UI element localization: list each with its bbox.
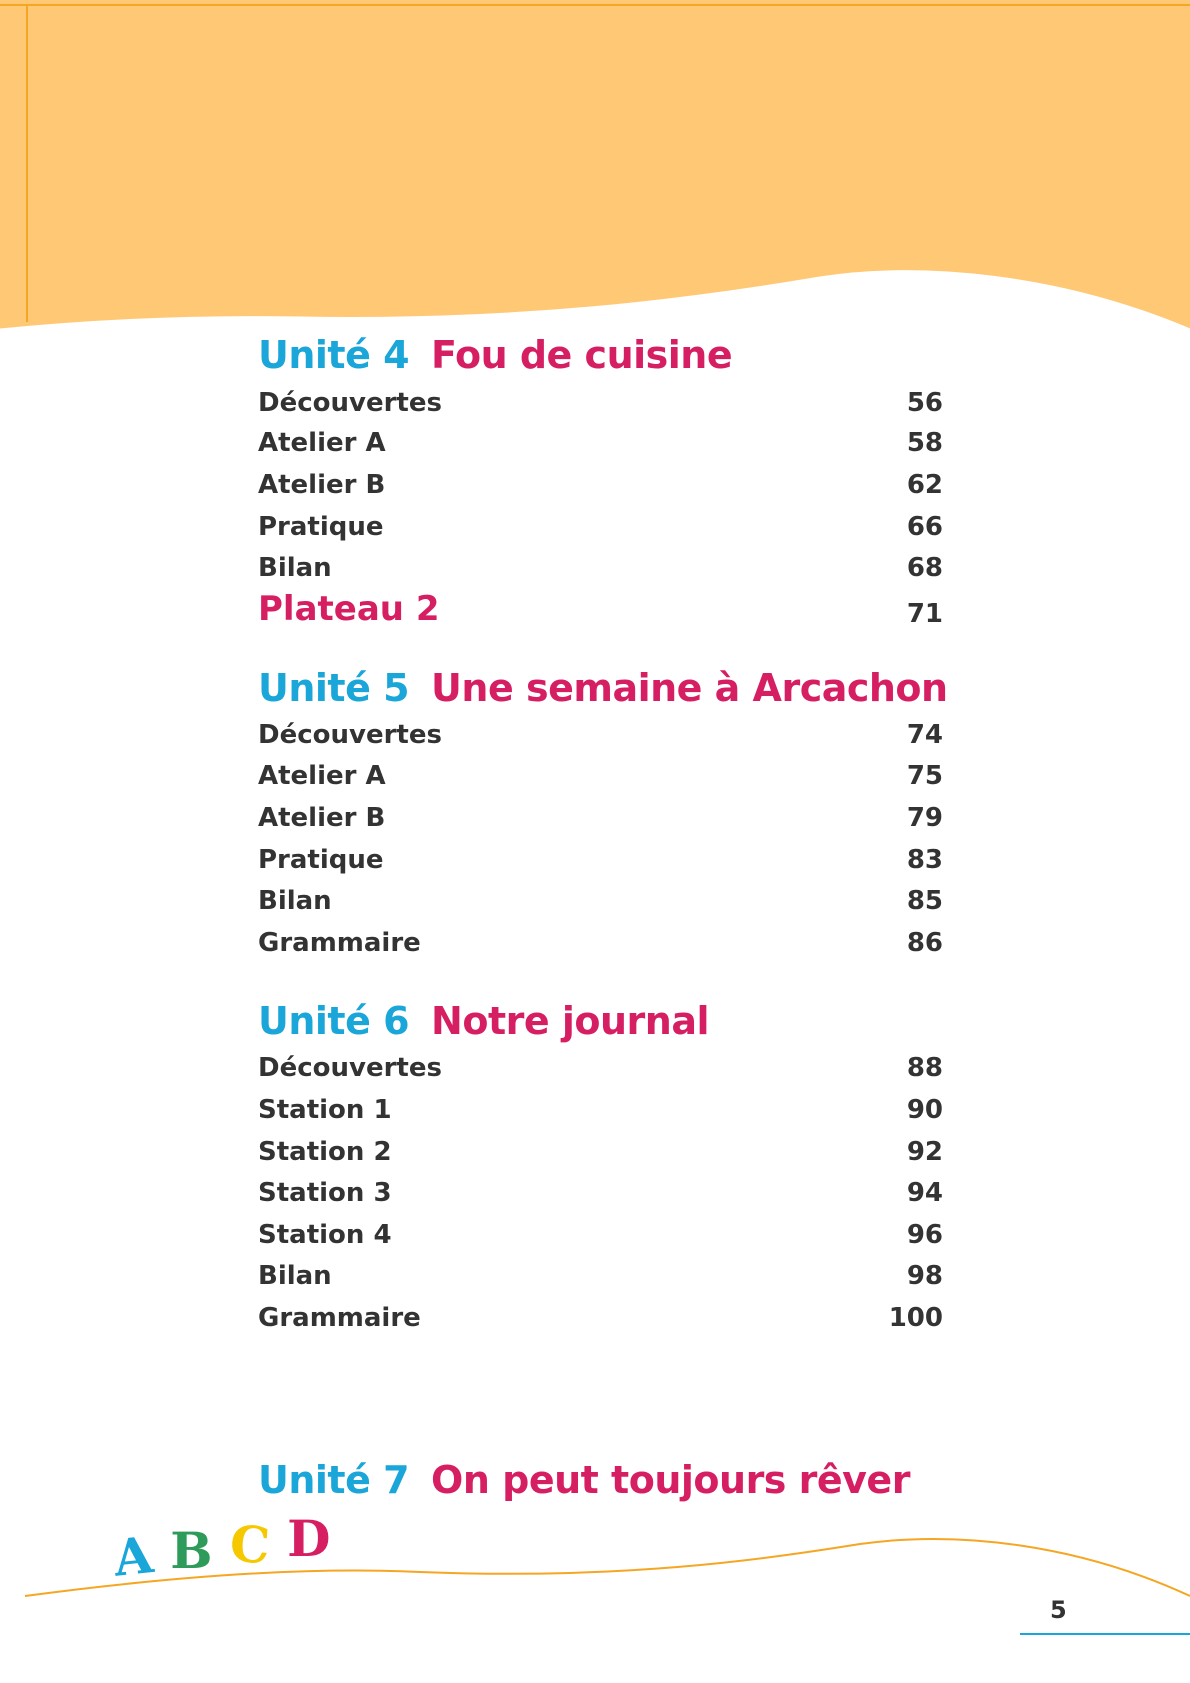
page-number: 5	[1050, 1596, 1067, 1624]
plateau-label: Plateau 2	[258, 589, 440, 629]
unit-number: Unité 5	[258, 666, 410, 710]
toc-entry-page: 62	[906, 470, 943, 500]
toc-entry-page: 85	[906, 886, 943, 916]
toc-entry[interactable]	[258, 881, 943, 921]
toc-entry-label: Atelier B	[258, 803, 386, 833]
toc-entry-page: 96	[906, 1220, 943, 1250]
toc-entry[interactable]	[258, 548, 943, 588]
toc-entry-label: Atelier B	[258, 470, 386, 500]
toc-entry[interactable]	[258, 423, 943, 463]
toc-entry[interactable]	[258, 715, 943, 755]
toc-entry-label: Station 2	[258, 1137, 392, 1167]
toc-entry[interactable]	[258, 756, 943, 796]
toc-entry[interactable]	[258, 1132, 943, 1172]
toc-entry-label: Atelier A	[258, 428, 386, 458]
toc-entry-page: 100	[888, 1303, 943, 1333]
toc-entry-label: Découvertes	[258, 388, 442, 418]
toc-entry-label: Pratique	[258, 512, 384, 542]
toc-entry-label: Station 4	[258, 1220, 392, 1250]
toc-entry[interactable]	[258, 1173, 943, 1213]
toc-entry-label: Pratique	[258, 845, 384, 875]
toc-entry[interactable]	[258, 1256, 943, 1296]
toc-entry[interactable]	[258, 1215, 943, 1255]
toc-entry-page: 58	[906, 428, 943, 458]
toc-entry-page: 75	[906, 761, 943, 791]
toc-entry-page: 56	[906, 388, 943, 418]
toc-entry-label: Atelier A	[258, 761, 386, 791]
toc-entry-page: 90	[906, 1095, 943, 1125]
unit-title: Notre journal	[431, 999, 710, 1043]
toc-entry[interactable]	[258, 1298, 943, 1338]
toc-entry-page: 98	[906, 1261, 943, 1291]
toc-entry-page: 88	[906, 1053, 943, 1083]
letter-a: A	[110, 1525, 156, 1588]
toc-entry[interactable]	[258, 507, 943, 547]
unit-5-heading	[258, 666, 948, 710]
letter-d: D	[287, 1509, 331, 1568]
letter-c: C	[227, 1513, 272, 1576]
toc-entry-label: Station 3	[258, 1178, 392, 1208]
toc-entry-plateau[interactable]	[258, 589, 943, 629]
toc-entry[interactable]	[258, 840, 943, 880]
toc-entry[interactable]	[258, 1048, 943, 1088]
toc-entry-page: 94	[906, 1178, 943, 1208]
toc-entry-label: Bilan	[258, 1261, 332, 1291]
toc-entry[interactable]	[258, 923, 943, 963]
toc-entry-label: Bilan	[258, 886, 332, 916]
toc-entry-page: 83	[906, 845, 943, 875]
toc-entry-page: 92	[906, 1137, 943, 1167]
toc-entry[interactable]	[258, 465, 943, 505]
toc-entry-page: 79	[906, 803, 943, 833]
unit-number: Unité 4	[258, 333, 410, 377]
toc-entry-label: Découvertes	[258, 720, 442, 750]
unit-number: Unité 6	[258, 999, 410, 1043]
unit-number: Unité 7	[258, 1458, 410, 1502]
toc-entry-label: Grammaire	[258, 928, 421, 958]
unit-6-heading	[258, 999, 710, 1043]
toc-entry-label: Station 1	[258, 1095, 392, 1125]
unit-title: On peut toujours rêver	[431, 1458, 910, 1502]
abcd-decoration	[110, 1509, 331, 1588]
toc-entry[interactable]	[258, 798, 943, 838]
toc-entry-page: 74	[906, 720, 943, 750]
toc-entry[interactable]	[258, 383, 943, 423]
letter-b: B	[170, 1521, 213, 1580]
unit-title: Une semaine à Arcachon	[431, 666, 948, 710]
toc-entry-page: 68	[906, 553, 943, 583]
unit-7-heading	[258, 1458, 910, 1502]
toc-entry-page: 66	[906, 512, 943, 542]
toc-entry-page: 86	[906, 928, 943, 958]
plateau-page: 71	[906, 599, 943, 629]
toc-entry[interactable]	[258, 1090, 943, 1130]
unit-title: Fou de cuisine	[431, 333, 733, 377]
unit-4-heading	[258, 333, 733, 377]
toc-entry-label: Découvertes	[258, 1053, 442, 1083]
toc-entry-label: Grammaire	[258, 1303, 421, 1333]
toc-entry-label: Bilan	[258, 553, 332, 583]
